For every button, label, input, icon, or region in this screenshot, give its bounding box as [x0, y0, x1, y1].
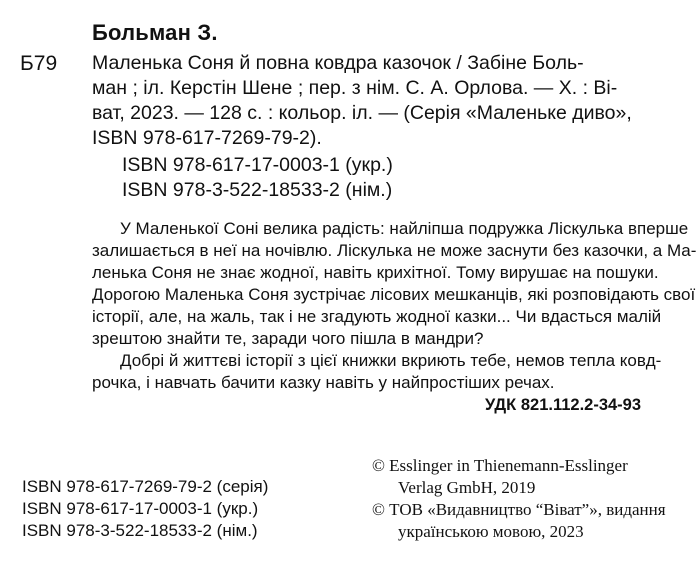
isbn-ukrainian: ISBN 978-617-17-0003-1 (укр.) — [22, 499, 259, 518]
isbn-german: ISBN 978-3-522-18533-2 (нім.) — [22, 521, 258, 540]
copyright-line: українською мовою, 2023 — [398, 522, 584, 541]
summary-line: ленька Соня не знає жодної, навіть крихітної. Тому вирушає на пошуки. — [92, 263, 659, 282]
copyright-line: Verlag GmbH, 2019 — [398, 478, 536, 497]
biblio-line: Маленька Соня й повна ковдра казочок / Забіне Боль- — [92, 52, 584, 74]
classification-code: Б79 — [20, 52, 58, 75]
summary-line: історії, але, на жаль, так і не згадують жодної казки... Чи вдасться малій — [92, 307, 662, 326]
biblio-isbn-line: ISBN 978-617-17-0003-1 (укр.) — [122, 154, 393, 176]
summary-line: зрештою знайти те, заради чого пішла в мандри? — [92, 329, 484, 348]
summary-line: рочка, і навчать бачити казку навіть у найпростіших речах. — [92, 373, 555, 392]
summary-line: Дорогою Маленька Соня зустрічає лісових мешканців, які розповідають свої — [92, 285, 696, 304]
copyright-line: © Esslinger in Thienemann-Esslinger — [372, 456, 628, 475]
summary-line: Добрі й життєві історії з цієї книжки вкриють тебе, немов тепла ковд- — [120, 351, 662, 370]
isbn-series: ISBN 978-617-7269-79-2 (серія) — [22, 477, 269, 496]
biblio-line: ман ; іл. Керстін Шене ; пер. з нім. С. А. Орлова. — Х. : Ві- — [92, 77, 618, 99]
udk-code: УДК 821.112.2-34-93 — [485, 396, 642, 414]
copyright-line: © ТОВ «Видавництво “Віват”», видання — [372, 500, 666, 519]
biblio-line: ват, 2023. — 128 с. : кольор. іл. — (Серія «Маленьке диво», — [92, 102, 632, 124]
author-heading: Больман З. — [92, 20, 218, 45]
summary-line: У Маленької Соні велика радість: найліпша подружка Ліскулька вперше — [120, 219, 689, 238]
biblio-line: ISBN 978-617-7269-79-2). — [92, 127, 322, 149]
summary-line: залишається в неї на ночівлю. Ліскулька не може заснути без казочки, а Ма- — [92, 241, 697, 260]
biblio-isbn-line: ISBN 978-3-522-18533-2 (нім.) — [122, 179, 393, 201]
